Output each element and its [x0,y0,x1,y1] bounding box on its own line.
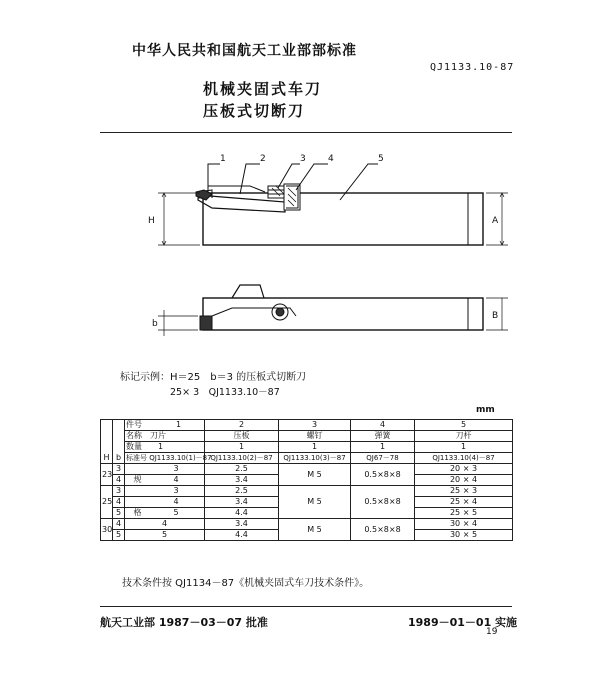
title-line-2: 压板式切断刀 [203,102,306,120]
header-H: H [101,453,113,464]
row-b: 5 [113,508,125,519]
col-qty-3: 1 [279,442,351,453]
blade-size: 4 [125,497,205,508]
dim-H-label: H [148,216,155,226]
footer-rule [100,606,512,607]
label-item-no: 件号 [125,420,205,431]
screw-spec: M 5 [279,486,351,519]
dim-B-label: B [492,311,499,321]
page-number: 19 [486,627,498,637]
shank-size: 30 × 4 [415,519,513,530]
label-quantity: 数量 1 [125,442,205,453]
col-qty-4: 1 [351,442,415,453]
spec-label-2: 格 [133,508,142,517]
plate-size: 3.4 [205,497,279,508]
row-b: 3 [113,486,125,497]
col-std-4: QJ67－78 [351,453,415,464]
plate-size: 3.4 [205,519,279,530]
blade-size: 5 [125,530,205,541]
spec-label-1: 规 [133,475,142,484]
blade-size: 3 [125,486,205,497]
approval-date: 航天工业部 1987－03－07 批准 [100,616,268,629]
shank-size: 20 × 3 [415,464,513,475]
screw-spec: M 5 [279,464,351,486]
col-no-3: 3 [279,420,351,431]
col-std-5: QJ1133.10(4)－87 [415,453,513,464]
callout-5: 5 [378,154,384,164]
col-name-2: 压板 [205,431,279,442]
plate-size: 2.5 [205,464,279,475]
col-no-4: 4 [351,420,415,431]
col-qty-5: 1 [415,442,513,453]
standard-code: QJ1133.10-87 [430,62,515,73]
callout-2: 2 [260,154,266,164]
col-name-3: 螺钉 [279,431,351,442]
plate-size: 4.4 [205,508,279,519]
callout-1: 1 [220,154,226,164]
shank-size: 25 × 4 [415,497,513,508]
row-b: 4 [113,475,125,486]
plate-size: 4.4 [205,530,279,541]
implementation-date: 1989－01－01 实施 [408,616,518,629]
blade-size: 3 [125,464,205,475]
col-name-5: 刀杆 [415,431,513,442]
title-line-1: 机械夹固式车刀 [203,80,323,98]
col-no-2: 2 [205,420,279,431]
row-b: 5 [113,530,125,541]
unit-label: mm [476,405,495,415]
group-H-25: 25 [101,486,113,519]
label-name: 名称 刀片 [125,431,205,442]
callout-4: 4 [328,154,334,164]
technical-conditions-note: 技术条件按 QJ1134－87《机械夹固式车刀技术条件》。 [122,578,370,589]
col-qty-2: 1 [205,442,279,453]
col-name-4: 弹簧 [351,431,415,442]
header-b: b [113,453,125,464]
blade-size: 格 5 [125,508,205,519]
label-std-no: 标准号 QJ1133.10(1)－87 [126,454,212,462]
row-b: 4 [113,497,125,508]
plate-size: 2.5 [205,486,279,497]
dim-A-label: A [492,216,499,226]
blade-size: 规 4 [125,475,205,486]
callout-3: 3 [300,154,306,164]
row-b: 4 [113,519,125,530]
header-rule [100,132,512,133]
top-view [158,285,508,336]
col-std-3: QJ1133.10(3)－87 [279,453,351,464]
blade-size: 4 [125,519,205,530]
shank-size: 25 × 3 [415,486,513,497]
spring-spec: 0.5×8×8 [351,519,415,541]
marking-example-line1: 标记示例：H＝25 b＝3 的压板式切断刀 [120,372,307,383]
spring-spec: 0.5×8×8 [351,486,415,519]
group-H-23: 23 [101,464,113,486]
front-view [158,164,508,245]
col-no-1: 1 [176,420,182,429]
col-std-2: QJ1133.10(2)－87 [205,453,279,464]
shank-size: 30 × 5 [415,530,513,541]
col-no-5: 5 [415,420,513,431]
cutting-tool-drawing [100,140,512,358]
issuing-organization: 中华人民共和国航天工业部部标准 [132,43,357,59]
group-H-30: 30 [101,519,113,541]
shank-size: 20 × 4 [415,475,513,486]
parts-spec-table [100,419,513,541]
plate-size: 3.4 [205,475,279,486]
screw-spec: M 5 [279,519,351,541]
spring-spec: 0.5×8×8 [351,464,415,486]
shank-size: 25 × 5 [415,508,513,519]
marking-example-line2: 25× 3 QJ1133.10－87 [170,387,280,398]
dim-b-label: b [152,319,158,329]
row-b: 3 [113,464,125,475]
